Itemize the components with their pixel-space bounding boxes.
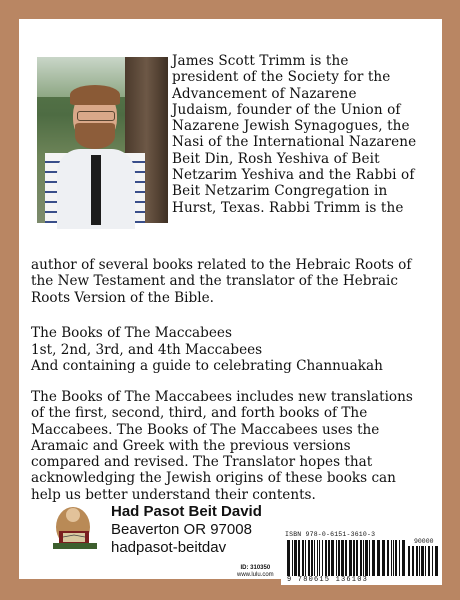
description-line: of the first, second, third, and forth books of The bbox=[31, 405, 368, 422]
bio-line: Advancement of Nazarene bbox=[172, 85, 357, 102]
bio-line: Beit Netzarim Congregation in bbox=[172, 183, 388, 200]
description-line: Maccabees. The Books of The Maccabees uses the bbox=[31, 421, 380, 438]
barcode-addon-icon bbox=[408, 546, 440, 576]
bio-line: president of the Society for the bbox=[172, 69, 391, 86]
description-line: The Books of The Maccabees includes new translations bbox=[31, 389, 413, 405]
book-tagline: And containing a guide to celebrating Channuakah bbox=[31, 358, 383, 374]
isbn-digits: 9 780615 136103 bbox=[287, 576, 369, 584]
book-title: The Books of The Maccabees bbox=[31, 325, 232, 341]
bio-line: Hurst, Texas. Rabbi Trimm is the bbox=[172, 199, 404, 216]
lulu-site: www.lulu.com bbox=[237, 572, 274, 578]
isbn-text: ISBN 978-0-6151-3610-3 bbox=[285, 531, 376, 538]
bio-line: Roots Version of the Bible. bbox=[31, 289, 214, 306]
publisher-email: hadpasot-beitdav bbox=[111, 539, 227, 556]
description-line: help us better understand their contents. bbox=[31, 486, 316, 503]
bio-line: author of several books related to the Hebraic Roots of bbox=[31, 257, 412, 273]
bio-line: Nazarene Jewish Synagogues, the bbox=[172, 118, 410, 135]
book-titles bbox=[31, 325, 430, 375]
book-subtitle: 1st, 2nd, 3rd, and 4th Maccabees bbox=[31, 341, 263, 358]
book-description bbox=[31, 389, 430, 503]
bio-line: James Scott Trimm is the bbox=[172, 53, 349, 69]
description-line: acknowledging the Jewish origins of these books can bbox=[31, 470, 396, 487]
author-bio bbox=[172, 53, 430, 216]
lulu-id-number: ID: 310350 bbox=[240, 565, 271, 571]
bio-line: Judaism, founder of the Union of bbox=[172, 101, 401, 118]
back-cover-panel bbox=[19, 19, 442, 584]
lulu-id bbox=[237, 565, 274, 579]
publisher-city: Beaverton OR 97008 bbox=[111, 521, 252, 538]
bio-line: Nasi of the International Nazarene bbox=[172, 134, 417, 151]
bio-line: the New Testament and the translator of the Hebraic bbox=[31, 273, 399, 290]
isbn-barcode bbox=[281, 530, 442, 585]
bio-line: Beit Din, Rosh Yeshiva of Beit bbox=[172, 150, 380, 167]
barcode-icon bbox=[287, 540, 405, 576]
price-code: 90000 bbox=[414, 538, 434, 545]
description-line: Aramaic and Greek with the previous versions bbox=[31, 437, 351, 454]
publisher-name: Had Pasot Beit David bbox=[111, 503, 262, 520]
author-bio-continuation bbox=[31, 257, 430, 306]
publisher-logo-icon bbox=[49, 503, 101, 551]
description-line: compared and revised. The Translator hopes that bbox=[31, 454, 373, 471]
bio-line: Netzarim Yeshiva and the Rabbi of bbox=[172, 167, 415, 184]
author-photo bbox=[37, 57, 168, 223]
